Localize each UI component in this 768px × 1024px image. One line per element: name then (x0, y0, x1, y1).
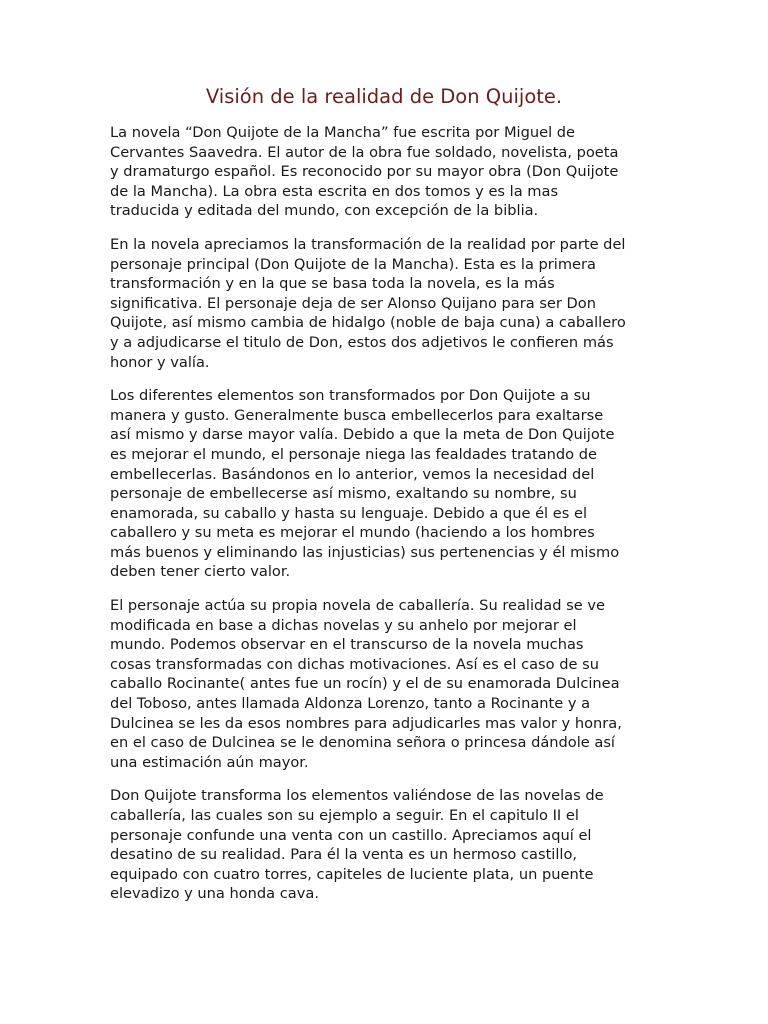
text-line: manera y gusto. Generalmente busca embellecerlos para exaltarse (110, 406, 604, 424)
text-line: Cervantes Saavedra. El autor de la obra fue soldado, novelista, poeta (110, 143, 619, 161)
text-line: La novela “Don Quijote de la Mancha” fue escrita por Miguel de (110, 124, 576, 141)
text-line: desatino de su realidad. Para él la venta es un hermoso castillo, (110, 846, 578, 864)
text-line: traducida y editada del mundo, con excepción de la biblia. (110, 202, 539, 220)
document-body (110, 123, 662, 918)
document-title: Visión de la realidad de Don Quijote. (205, 85, 563, 108)
text-line: significativa. El personaje deja de ser Alonso Quijano para ser Don (110, 294, 596, 312)
text-line: caballo Rocinante( antes fue un rocín) y el de su enamorada Dulcinea (110, 675, 620, 693)
paragraph-4 (110, 596, 662, 772)
text-line: caballero y su meta es mejorar el mundo (haciendo a los hombres (110, 524, 595, 542)
text-line: personaje principal (Don Quijote de la Mancha). Esta es la primera (110, 255, 596, 273)
text-line: equipado con cuatro torres, capiteles de luciente plata, un puente (110, 865, 594, 883)
text-line: de la Mancha). La obra esta escrita en dos tomos y es la mas (110, 182, 559, 200)
text-line: caballería, las cuales son su ejemplo a seguir. En el capitulo II el (110, 807, 579, 824)
text-line: del Toboso, antes llamada Aldonza Lorenzo, tanto a Rocinante y a (110, 695, 591, 713)
paragraph-1 (110, 123, 662, 221)
text-line: así mismo y darse mayor valía. Debido a que la meta de Don Quijote (110, 426, 615, 444)
text-line: Dulcinea se les da esos nombres para adjudicarles mas valor y honra, (110, 714, 622, 732)
text-line: deben tener cierto valor. (110, 563, 291, 581)
text-line: Quijote, así mismo cambia de hidalgo (noble de baja cuna) a caballero (110, 314, 626, 332)
paragraph-5 (110, 786, 662, 904)
text-line: honor y valía. (110, 353, 210, 371)
text-line: modificada en base a dichas novelas y su anhelo por mejorar el (110, 616, 577, 634)
text-line: El personaje actúa su propia novela de caballería. Su realidad se ve (110, 597, 605, 615)
text-line: y dramaturgo español. Es reconocido por su mayor obra (Don Quijote (110, 163, 619, 181)
text-line: enamorada, su caballo y hasta su lenguaje. Debido a que él es el (110, 504, 588, 522)
text-line: más buenos y eliminando las injusticias) sus pertenencias y él mismo (110, 543, 620, 561)
paragraph-2 (110, 235, 662, 372)
text-line: y a adjudicarse el titulo de Don, estos dos adjetivos le confieren más (110, 333, 614, 351)
text-line: personaje confunde una venta con un castillo. Apreciamos aquí el (110, 826, 592, 844)
paragraph-3 (110, 386, 662, 582)
text-line: Los diferentes elementos son transformados por Don Quijote a su (110, 387, 591, 405)
text-line: personaje de embellecerse así mismo, exaltando su nombre, su (110, 485, 577, 503)
text-line: cosas transformadas con dichas motivaciones. Así es el caso de su (110, 655, 599, 673)
text-line: elevadizo y una honda cava. (110, 885, 319, 903)
text-line: en el caso de Dulcinea se le denomina señora o princesa dándole así (110, 734, 615, 752)
text-line: mundo. Podemos observar en el transcurso de la novela muchas (110, 636, 584, 654)
text-line: transformación y en la que se basa toda la novela, es la más (110, 275, 555, 293)
text-line: una estimación aún mayor. (110, 753, 309, 771)
text-line: embellecerlas. Basándonos en lo anterior, vemos la necesidad del (110, 465, 595, 483)
text-line: En la novela apreciamos la transformación de la realidad por parte del (110, 235, 626, 253)
text-line: Don Quijote transforma los elementos valiéndose de las novelas de (110, 787, 604, 805)
text-line: es mejorar el mundo, el personaje niega las fealdades tratando de (110, 445, 597, 463)
